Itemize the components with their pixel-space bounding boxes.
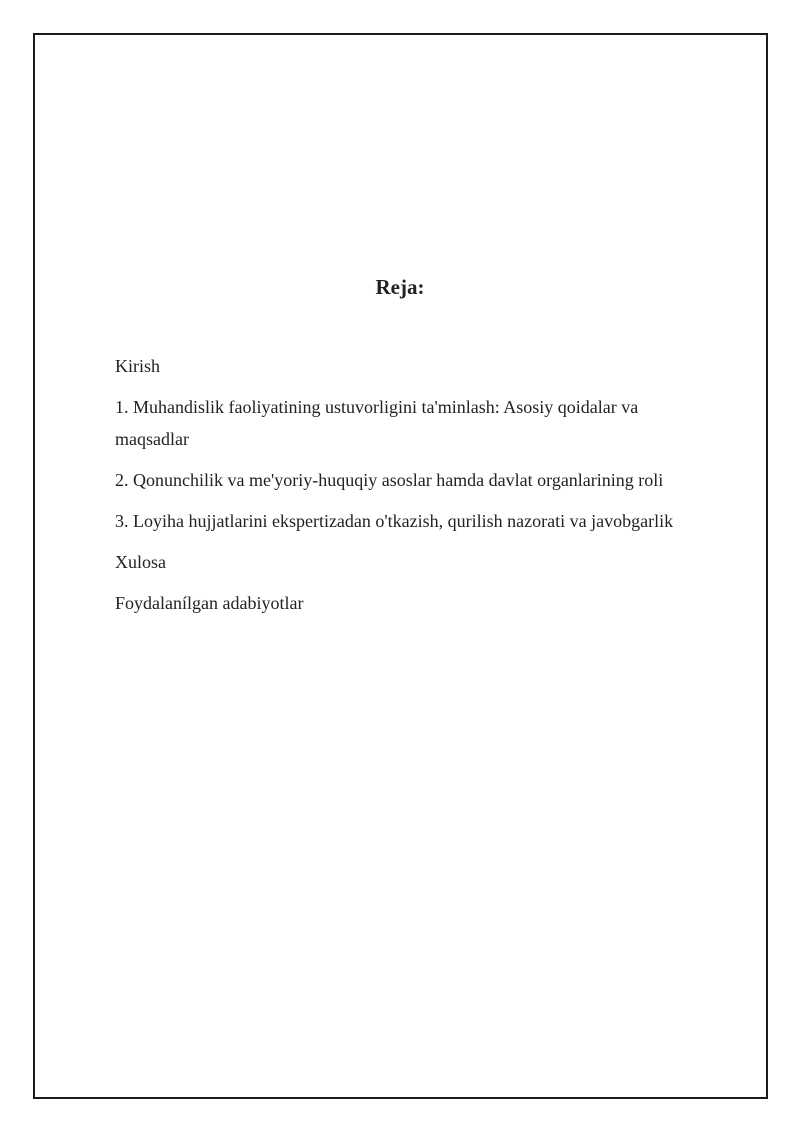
toc-item-conclusion: Xulosa <box>115 552 166 572</box>
toc-item-section-3: 3. Loyiha hujjatlarini ekspertizadan o'tkazish, qurilish nazorati va javobgarlik <box>115 511 674 531</box>
toc-item-section-1: 1. Muhandislik faoliyatining ustuvorligini ta'minlash: Asosiy qoidalar va maqsadlar <box>115 397 639 449</box>
toc-item-section-2: 2. Qonunchilik va me'yoriy-huquqiy asoslar hamda davlat organlarining roli <box>115 470 664 490</box>
toc-item-references: Foydalanílgan adabiyotlar <box>115 593 304 613</box>
table-of-contents <box>115 350 715 628</box>
page-title: Reja: <box>375 275 425 299</box>
toc-item-introduction: Kirish <box>115 356 160 376</box>
